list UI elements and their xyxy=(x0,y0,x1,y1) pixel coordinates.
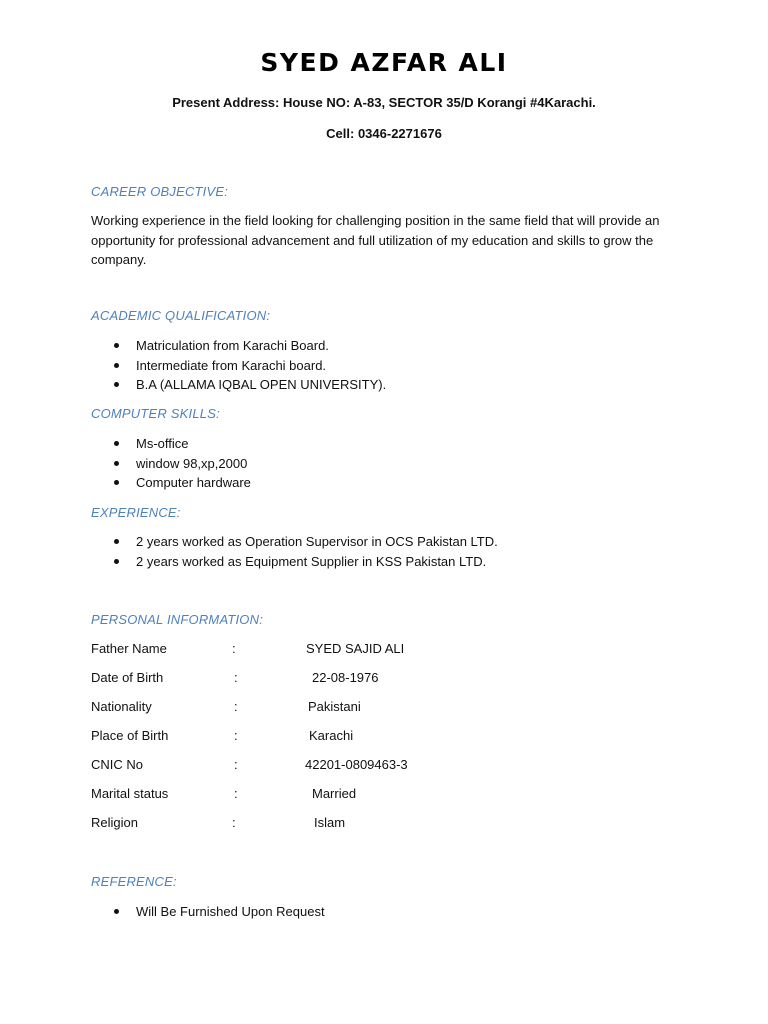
list-item xyxy=(91,336,386,356)
list-item xyxy=(91,902,325,922)
reference-list xyxy=(91,902,325,922)
info-separator: : xyxy=(232,641,236,656)
bullet-icon xyxy=(114,461,119,466)
career-objective-heading: CAREER OBJECTIVE: xyxy=(91,184,229,199)
cell-number: Cell: 0346-2271676 xyxy=(326,126,442,141)
bullet-icon xyxy=(114,363,119,368)
candidate-name: SYED AZFAR ALI xyxy=(260,48,508,77)
info-label: Nationality xyxy=(91,699,152,714)
bullet-icon xyxy=(114,343,119,348)
info-label: Religion xyxy=(91,815,138,830)
bullet-icon xyxy=(114,382,119,387)
bullet-icon xyxy=(114,441,119,446)
list-item xyxy=(91,552,498,572)
info-separator: : xyxy=(234,670,238,685)
academic-item: Intermediate from Karachi board. xyxy=(136,357,327,373)
academic-item: Matriculation from Karachi Board. xyxy=(136,338,329,353)
info-row-date-of-birth xyxy=(91,670,491,688)
info-separator: : xyxy=(234,757,238,772)
skills-list xyxy=(91,434,251,493)
info-value: 22-08-1976 xyxy=(312,670,379,685)
info-row-religion xyxy=(91,815,491,833)
info-row-nationality xyxy=(91,699,491,717)
list-item xyxy=(91,532,498,552)
info-label: Date of Birth xyxy=(91,670,164,685)
list-item xyxy=(91,473,251,493)
experience-list xyxy=(91,532,498,571)
experience-item: 2 years worked as Equipment Supplier in KSS Pakistan LTD. xyxy=(136,553,487,569)
bullet-icon xyxy=(114,480,119,485)
info-value: Karachi xyxy=(309,728,354,743)
info-row-father-name xyxy=(91,641,491,659)
bullet-icon xyxy=(114,539,119,544)
list-item xyxy=(91,356,386,376)
list-item xyxy=(91,375,386,395)
info-row-cnic xyxy=(91,757,491,775)
experience-item: 2 years worked as Operation Supervisor in OCS Pakistan LTD. xyxy=(136,534,498,549)
personal-information-heading: PERSONAL INFORMATION: xyxy=(91,612,264,627)
list-item xyxy=(91,434,251,454)
info-separator: : xyxy=(232,815,236,830)
info-value: 42201-0809463-3 xyxy=(305,757,408,772)
info-separator: : xyxy=(234,786,238,801)
info-value: Married xyxy=(312,786,357,801)
computer-skills-heading: COMPUTER SKILLS: xyxy=(91,406,220,421)
info-row-place-of-birth xyxy=(91,728,491,746)
info-value: SYED SAJID ALI xyxy=(306,641,405,656)
info-label: Place of Birth xyxy=(91,728,169,743)
experience-heading: EXPERIENCE: xyxy=(91,505,181,520)
info-label: Marital status xyxy=(91,786,169,801)
info-value: Pakistani xyxy=(308,699,361,714)
present-address: Present Address: House NO: A-83, SECTOR 35/D Korangi #4Karachi. xyxy=(172,95,596,110)
info-separator: : xyxy=(234,728,238,743)
skill-item: window 98,xp,2000 xyxy=(136,455,248,471)
reference-heading: REFERENCE: xyxy=(91,874,177,889)
reference-item: Will Be Furnished Upon Request xyxy=(136,904,325,919)
skill-item: Computer hardware xyxy=(136,475,251,490)
list-item xyxy=(91,454,251,474)
info-value: Islam xyxy=(314,815,346,830)
skill-item: Ms-office xyxy=(136,436,189,451)
academic-item: B.A (ALLAMA IQBAL OPEN UNIVERSITY). xyxy=(136,377,387,392)
info-row-marital-status xyxy=(91,786,491,804)
info-label: CNIC No xyxy=(91,757,144,772)
bullet-icon xyxy=(114,909,119,914)
academic-qualification-heading: ACADEMIC QUALIFICATION: xyxy=(91,308,271,323)
info-separator: : xyxy=(234,699,238,714)
career-objective-text: Working experience in the field looking for challenging position in the same field that will provide an opportunity for professional advancement and full utilization of my education and skills to grow the company. xyxy=(91,213,660,267)
bullet-icon xyxy=(114,559,119,564)
academic-list xyxy=(91,336,386,395)
info-label: Father Name xyxy=(91,641,167,656)
